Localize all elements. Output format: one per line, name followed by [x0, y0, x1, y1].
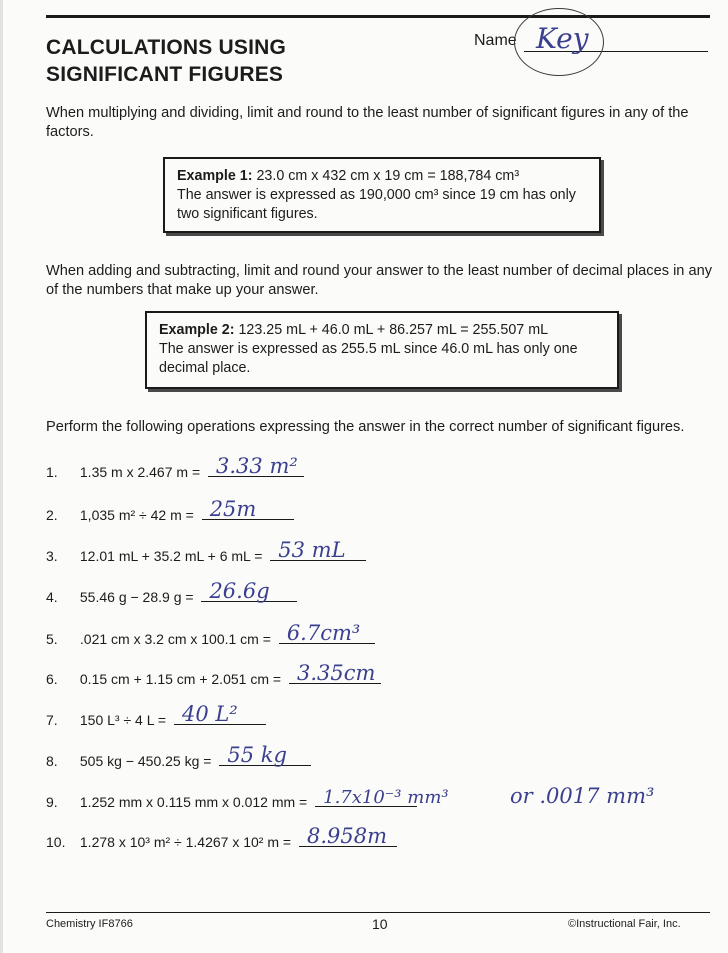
handwritten-answer: 8.958m: [306, 824, 388, 848]
instructions: Perform the following operations expressing the answer in the correct number of significant figures.: [46, 419, 685, 435]
problem-number: 3.: [46, 548, 58, 564]
answer-line: [315, 787, 449, 808]
answer-line: [299, 824, 397, 848]
page-title: [46, 34, 286, 88]
problem-expression: 0.15 cm + 1.15 cm + 2.051 cm =: [79, 671, 282, 687]
handwritten-answer: 40 L²: [181, 702, 238, 726]
answer-line: [174, 702, 266, 726]
problem-number: 9.: [46, 794, 58, 810]
top-rule: [46, 15, 710, 18]
problem-expression: 1,035 m² ÷ 42 m =: [79, 507, 194, 523]
problem-number: 7.: [46, 712, 58, 728]
answer-line: [202, 497, 294, 521]
title-line-2: SIGNIFICANT FIGURES: [46, 63, 284, 86]
footer-copyright: ©Instructional Fair, Inc.: [568, 918, 681, 930]
example-2-line: [159, 321, 605, 340]
handwritten-answer: 3.35cm: [296, 661, 376, 685]
title-line-1: CALCULATIONS USING: [46, 36, 287, 59]
example-2-equation: 123.25 mL + 46.0 mL + 86.257 mL = 255.507 mL: [238, 322, 549, 338]
problem-expression: .021 cm x 3.2 cm x 100.1 cm =: [79, 631, 271, 647]
example-1-explanation: The answer is expressed as 190,000 cm³ since 19 cm has only two significant figures.: [177, 187, 576, 222]
answer-line: [219, 743, 311, 767]
problem-2: [46, 497, 294, 523]
name-value-handwritten: Key: [536, 22, 589, 55]
problem-expression: 1.252 mm x 0.115 mm x 0.012 mm =: [79, 794, 308, 810]
name-label: Name: [474, 32, 517, 49]
handwritten-answer: 55 kg: [227, 743, 287, 767]
problem-9: [46, 787, 449, 810]
problem-number: 1.: [46, 464, 58, 480]
problem-8: [46, 743, 311, 769]
answer-line: [201, 579, 297, 603]
problem-expression: 150 L³ ÷ 4 L =: [79, 712, 167, 728]
handwritten-answer: 3.33 m²: [216, 454, 298, 478]
handwritten-answer: 53 mL: [278, 538, 346, 562]
handwritten-answer: 25m: [209, 497, 257, 521]
problem-6: [46, 661, 381, 687]
handwritten-answer: 6.7cm³: [286, 621, 361, 645]
problem-7: [46, 702, 266, 728]
intro-add-subtract: When adding and subtracting, limit and round your answer to the least number of decimal places in any of the numbers that make up your answer.: [46, 263, 713, 298]
example-2-box: [145, 311, 619, 389]
example-1-line: [177, 167, 587, 186]
handwritten-answer: 1.7x10⁻³ mm³: [323, 787, 449, 808]
problem-number: 2.: [46, 507, 58, 523]
example-1-equation: 23.0 cm x 432 cm x 19 cm = 188,784 cm³: [256, 168, 520, 184]
page-edge-shadow: [0, 0, 3, 953]
problem-expression: 12.01 mL + 35.2 mL + 6 mL =: [79, 548, 263, 564]
example-1-box: [163, 157, 601, 233]
problem-3: [46, 538, 366, 564]
answer-line: [270, 538, 366, 562]
handwritten-answer: 26.6g: [209, 579, 270, 603]
problem-number: 6.: [46, 671, 58, 687]
example-2-label: Example 2:: [159, 322, 235, 338]
footer-rule: [46, 912, 710, 913]
intro-multiply-divide: When multiplying and dividing, limit and round to the least number of significant figures in any of the factors.: [46, 105, 689, 140]
answer-line: [279, 621, 375, 645]
page-number: 10: [372, 916, 388, 932]
problem-5: [46, 621, 375, 647]
example-2-explanation: The answer is expressed as 255.5 mL since 46.0 mL has only one decimal place.: [159, 341, 578, 376]
problem-number: 10.: [46, 834, 66, 850]
handwritten-alternate-answer: or .0017 mm³: [510, 784, 655, 808]
answer-line: [289, 661, 381, 685]
footer-course: Chemistry IF8766: [46, 918, 133, 930]
problem-expression: 1.35 m x 2.467 m =: [79, 464, 201, 480]
problem-1: [46, 454, 304, 480]
example-1-label: Example 1:: [177, 168, 253, 184]
problem-number: 4.: [46, 589, 58, 605]
problem-expression: 55.46 g − 28.9 g =: [79, 589, 194, 605]
problem-4: [46, 579, 297, 605]
problem-expression: 1.278 x 10³ m² ÷ 1.4267 x 10² m =: [79, 834, 292, 850]
problem-number: 5.: [46, 631, 58, 647]
problem-number: 8.: [46, 753, 58, 769]
answer-line: [208, 454, 304, 478]
problem-expression: 505 kg − 450.25 kg =: [79, 753, 212, 769]
problem-10: [46, 824, 397, 850]
